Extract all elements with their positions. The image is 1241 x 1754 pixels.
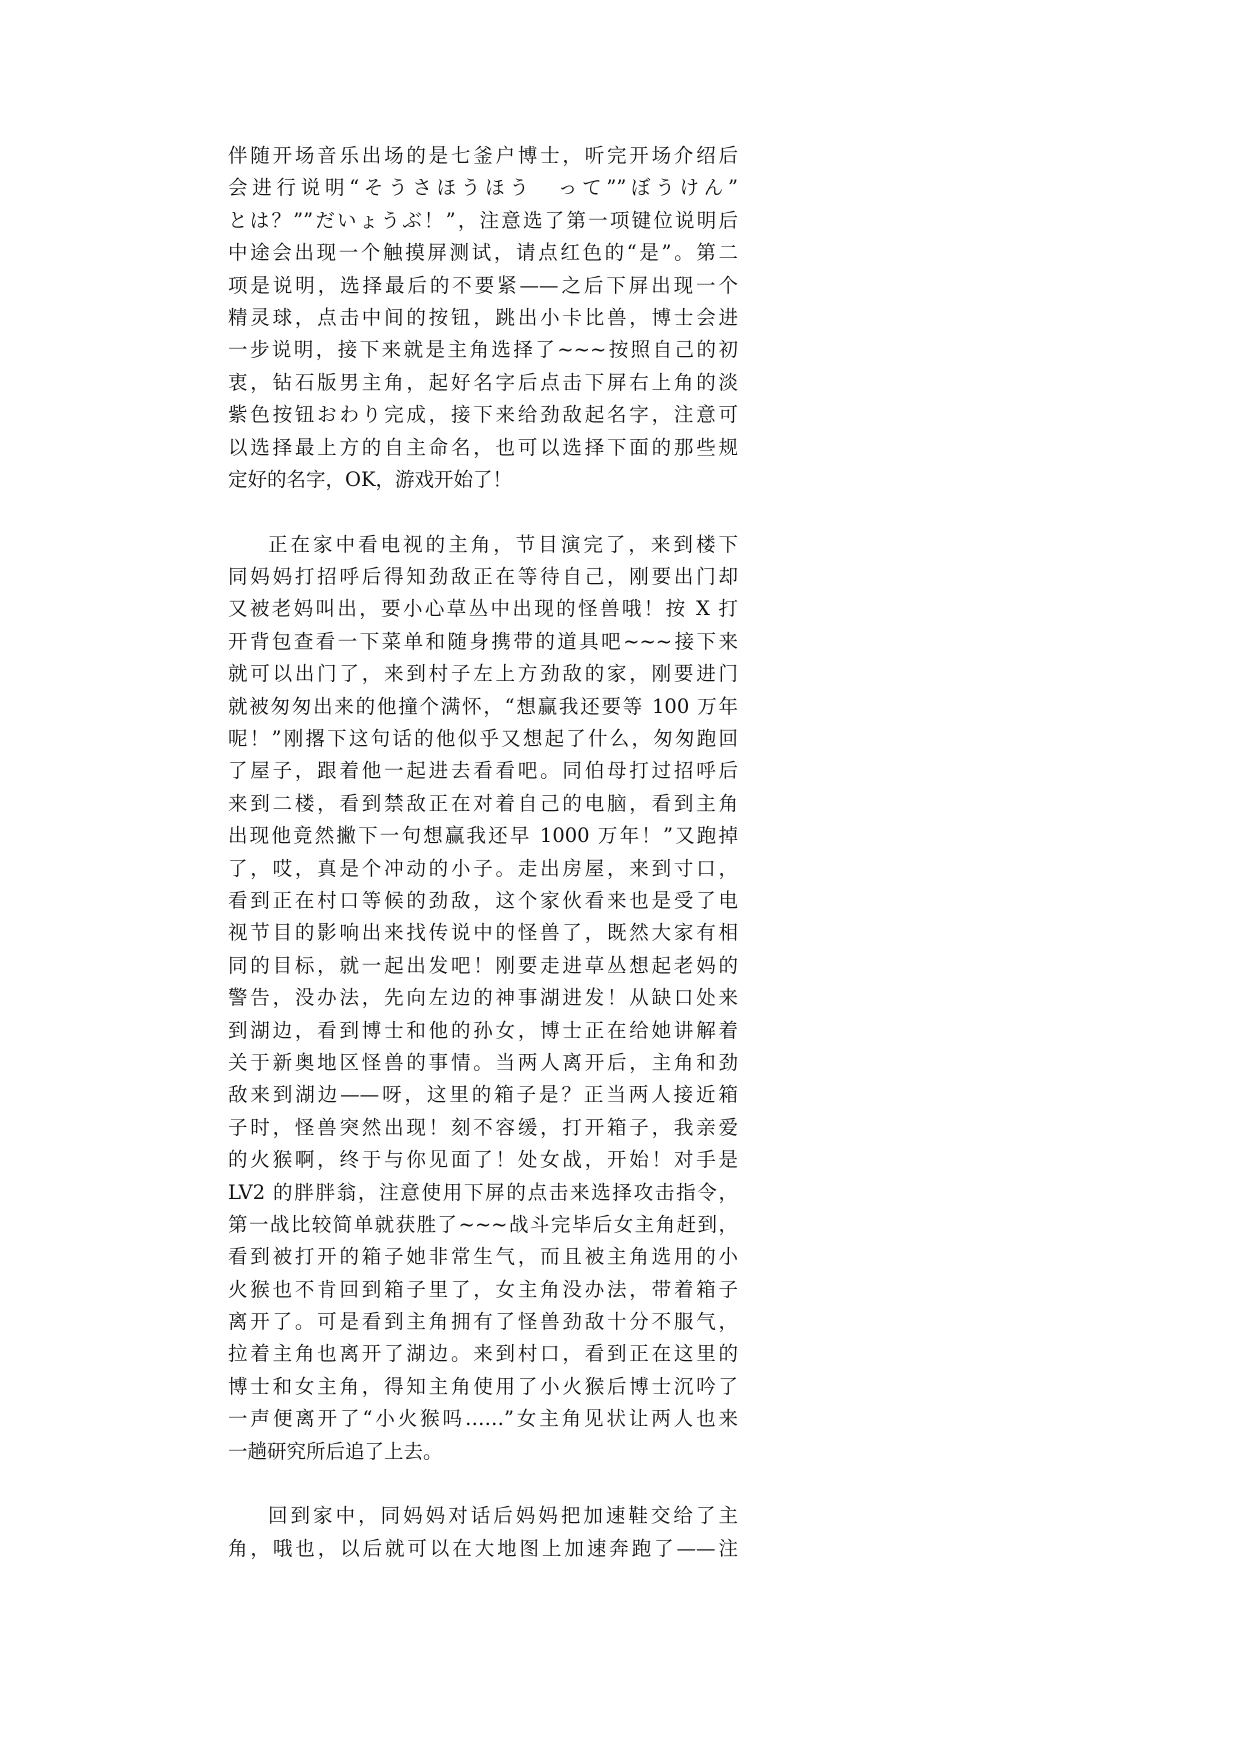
text-line: 正在家中看电视的主角，节目演完了，来到楼下 [268, 532, 738, 556]
paragraph-1 [228, 140, 738, 496]
text-line: 来到二楼，看到禁敌正在对着自己的电脑，看到主角 [228, 791, 738, 815]
text-line: 了，哎，真是个冲动的小子。走出房屋，来到寸口， [228, 856, 738, 880]
text-line: 看到正在村口等候的劲敌，这个家伙看来也是受了电 [228, 888, 738, 912]
text-line: 定好的名字，OK，游戏开始了！ [228, 467, 513, 491]
text-line: 项是说明，选择最后的不要紧——之后下屏出现一个 [228, 273, 738, 297]
text-line: 一步说明，接下来就是主角选择了~~~按照自己的初 [228, 338, 738, 362]
text-line: 敌来到湖边——呀，这里的箱子是？正当两人接近箱 [228, 1083, 738, 1107]
text-line: 开背包查看一下菜单和随身携带的道具吧~~~接下来 [228, 629, 738, 653]
text-line: 同的目标，就一起出发吧！刚要走进草丛想起老妈的 [228, 953, 738, 977]
text-line: 呢！”刚撂下这句话的他似乎又想起了什么，匆匆跑回 [228, 727, 738, 751]
text-line: 一声便离开了“小火猴吗……”女主角见状让两人也来 [228, 1407, 738, 1431]
text-line: 出现他竟然撇下一句想赢我还早 1000 万年！”又跑掉 [228, 824, 738, 848]
text-line: 火猴也不肯回到箱子里了，女主角没办法，带着箱子 [228, 1277, 738, 1301]
paragraph-2 [228, 529, 738, 1468]
text-line: 子时，怪兽突然出现！刻不容缓，打开箱子，我亲爱 [228, 1115, 738, 1139]
text-line: 衷，钻石版男主角，起好名字后点击下屏右上角的淡 [228, 370, 738, 394]
text-line: 回到家中，同妈妈对话后妈妈把加速鞋交给了主 [268, 1504, 738, 1528]
document-page [228, 140, 738, 1565]
text-line: 角，哦也，以后就可以在大地图上加速奔跑了——注 [228, 1536, 738, 1560]
paragraph-spacer [228, 1468, 738, 1500]
text-line: とは？””だいょうぶ！”，注意选了第一项键位说明后 [228, 208, 738, 232]
text-line: 又被老妈叫出，要小心草丛中出现的怪兽哦！按 X 打 [228, 597, 738, 621]
text-line: 了屋子，跟着他一起进去看看吧。同伯母打过招呼后 [228, 759, 738, 783]
text-line: 精灵球，点击中间的按钮，跳出小卡比兽，博士会进 [228, 305, 738, 329]
text-line: 中途会出现一个触摸屏测试，请点红色的“是”。第二 [228, 241, 738, 265]
text-line: 紫色按钮おわり完成，接下来给劲敌起名字，注意可 [228, 403, 738, 427]
text-line: 同妈妈打招呼后得知劲敌正在等待自己，刚要出门却 [228, 565, 738, 589]
text-line: 一趟研究所后追了上去。 [228, 1439, 443, 1463]
text-line: 离开了。可是看到主角拥有了怪兽劲敌十分不服气， [228, 1310, 738, 1334]
text-line: 伴随开场音乐出场的是七釜户博士，听完开场介绍后 [228, 144, 738, 167]
text-line: 以选择最上方的自主命名，也可以选择下面的那些规 [228, 435, 738, 459]
paragraph-spacer [228, 496, 738, 528]
text-line: 就可以出门了，来到村子左上方劲敌的家，刚要进门 [228, 662, 738, 686]
text-line: 到湖边，看到博士和他的孙女，博士正在给她讲解着 [228, 1018, 738, 1042]
text-line: 视节目的影响出来找传说中的怪兽了，既然大家有相 [228, 921, 738, 945]
paragraph-3 [228, 1500, 738, 1565]
text-line: 博士和女主角，得知主角使用了小火猴后博士沉吟了 [228, 1374, 738, 1398]
text-line: 就被匆匆出来的他撞个满怀，“想赢我还要等 100 万年 [228, 694, 738, 718]
text-line: 警告，没办法，先向左边的神事湖进发！从缺口处来 [228, 986, 738, 1010]
text-line: 看到被打开的箱子她非常生气，而且被主角选用的小 [228, 1245, 738, 1269]
text-line: 关于新奥地区怪兽的事情。当两人离开后，主角和劲 [228, 1050, 738, 1074]
text-line: 的火猴啊，终于与你见面了！处女战，开始！对手是 [228, 1148, 738, 1172]
text-line: 第一战比较简单就获胜了~~~战斗完毕后女主角赶到， [228, 1212, 738, 1236]
text-line: 拉着主角也离开了湖边。来到村口，看到正在这里的 [228, 1342, 738, 1366]
text-line: LV2 的胖胖翁，注意使用下屏的点击来选择攻击指令， [228, 1180, 738, 1204]
text-line: 会进行说明“そうさほうほう って””ぼうけん” [228, 176, 738, 200]
